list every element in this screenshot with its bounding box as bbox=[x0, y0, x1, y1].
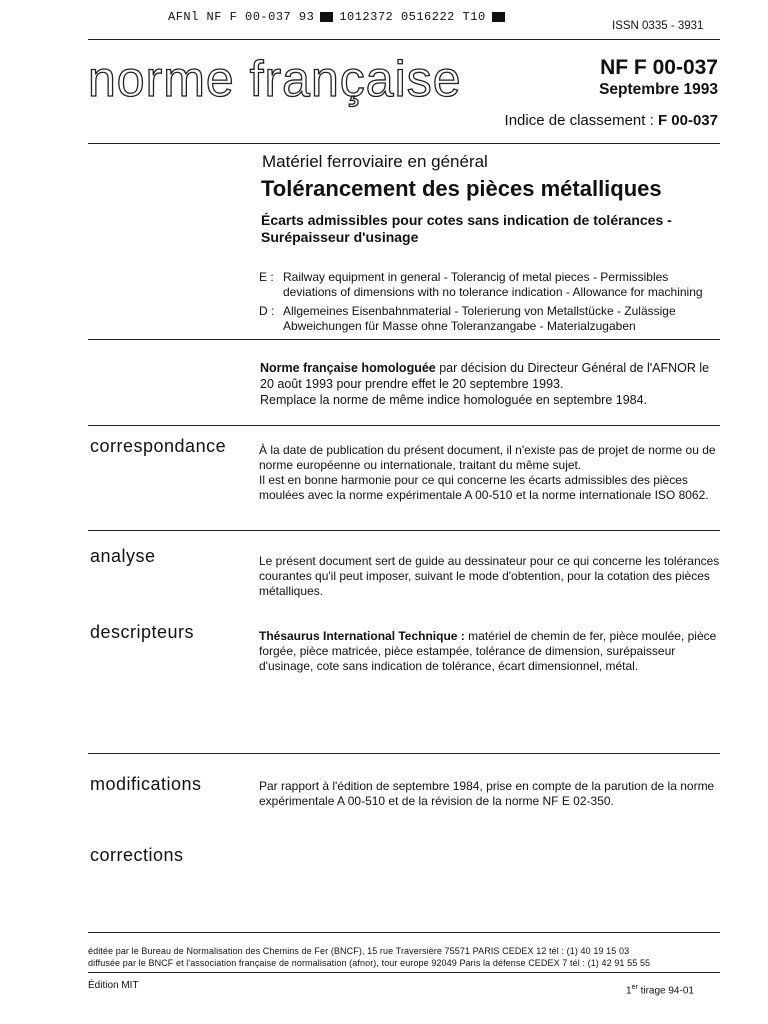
print-run-suffix: er bbox=[631, 984, 638, 991]
title-divider bbox=[88, 339, 720, 340]
descripteurs-divider bbox=[88, 753, 720, 754]
classification-index bbox=[440, 112, 718, 129]
classification-label: Indice de classement : bbox=[504, 112, 654, 129]
subtitle-line-2: Surépaisseur d'usinage bbox=[261, 229, 419, 245]
document-subtitle bbox=[261, 212, 721, 246]
print-run bbox=[626, 984, 694, 996]
replacement-notice: Remplace la norme de même indice homologuée en septembre 1984. bbox=[260, 393, 648, 407]
section-label-correspondance: correspondance bbox=[90, 436, 227, 456]
language-code: D : bbox=[259, 304, 275, 318]
header-divider bbox=[88, 143, 720, 144]
descripteurs-text: matériel de chemin de fer, pièce moulée, pièce forgée, pièce matricée, pièce estampée, tolérance de dimension, surépaisseur d'usinage, cote sans indication de tolérance, écart dimensionnel, métal. bbox=[259, 629, 717, 673]
publisher-line: éditée par le Bureau de Normalisation des Chemins de Fer (BNCF), 15 rue Traversière 75571 PARIS CEDEX 12 tél : (1) 40 19 15 03 bbox=[88, 946, 630, 956]
section-text-descripteurs bbox=[259, 629, 721, 674]
document-subject: Matériel ferroviaire en général bbox=[262, 152, 488, 171]
homologation-divider bbox=[88, 425, 720, 426]
edition-label: Édition MIT bbox=[88, 980, 139, 991]
code-line-part2: 1012372 0516222 T10 bbox=[339, 10, 486, 24]
print-run-text: tirage 94-01 bbox=[637, 985, 694, 997]
homologation-bold: Norme française homologuée bbox=[260, 361, 436, 375]
footer-bottom-divider bbox=[88, 972, 720, 973]
subtitle-line-1: Écarts admissibles pour cotes sans indication de tolérances - bbox=[261, 212, 672, 228]
standard-reference: NF F 00-037 bbox=[600, 56, 718, 79]
barcode-block-1 bbox=[320, 12, 333, 22]
homologation-notice bbox=[260, 360, 722, 408]
barcode-block-2 bbox=[492, 12, 505, 22]
classification-value: F 00-037 bbox=[657, 112, 718, 129]
document-code-line bbox=[168, 10, 511, 24]
translation-german bbox=[259, 304, 719, 334]
section-text-modifications: Par rapport à l'édition de septembre 1984, prise en compte de la parution de la norme expérimentale A 00-510 et de la révision de la norme NF E 02-350. bbox=[259, 779, 715, 808]
section-label-descripteurs: descripteurs bbox=[90, 622, 195, 642]
correspondance-paragraph-1: À la date de publication du présent document, il n'existe pas de projet de norme ou de norme européenne ou internationale, traitant du même sujet. bbox=[259, 443, 716, 472]
distributor-line: diffusée par le BNCF et l'association française de normalisation (afnor), tour europe 92049 Paris la défense CEDEX 7 tél : (1) 42 91 55 55 bbox=[88, 958, 651, 968]
section-text-analyse: Le présent document sert de guide au dessinateur pour ce qui concerne les tolérances courantes qu'il peut imposer, suivant le mode d'obtention, pour la cotation des pièces métalliques. bbox=[259, 554, 720, 598]
section-label-analyse: analyse bbox=[90, 546, 156, 566]
translation-english bbox=[259, 270, 719, 300]
issn-number: ISSN 0335 - 3931 bbox=[612, 20, 704, 32]
homologation-text: par décision du Directeur Général de l'AFNOR le 20 août 1993 pour prendre effet le 20 septembre 1993. bbox=[260, 361, 710, 391]
translation-text: Railway equipment in general - Tolerancig of metal pieces - Permissibles deviations of dimensions with no tolerance indication - Allowance for machining bbox=[283, 270, 703, 299]
brand-title: norme française bbox=[88, 51, 462, 107]
footer-divider bbox=[88, 932, 720, 933]
code-line-part1: AFNl NF F 00-037 93 bbox=[168, 10, 315, 24]
document-title: Tolérancement des pièces métalliques bbox=[261, 176, 662, 201]
language-code: E : bbox=[259, 270, 274, 284]
correspondance-divider bbox=[88, 530, 720, 531]
section-text-correspondance bbox=[259, 443, 721, 503]
print-run-number: 1 bbox=[626, 985, 632, 997]
standard-date: Septembre 1993 bbox=[599, 81, 718, 98]
correspondance-paragraph-2: Il est en bonne harmonie pour ce qui concerne les écarts admissibles des pièces moulées avec la norme expérimentale A 00-510 et la norme internationale ISO 8062. bbox=[259, 473, 709, 502]
translation-text: Allgemeines Eisenbahnmaterial - Tolerierung von Metallstücke - Zulässige Abweichungen für Masse ohne Toleranzangabe - Materialzugaben bbox=[283, 304, 676, 333]
section-label-modifications: modifications bbox=[90, 774, 202, 794]
top-divider bbox=[88, 39, 720, 40]
section-label-corrections: corrections bbox=[90, 845, 184, 865]
descripteurs-bold: Thésaurus International Technique : bbox=[259, 629, 465, 643]
